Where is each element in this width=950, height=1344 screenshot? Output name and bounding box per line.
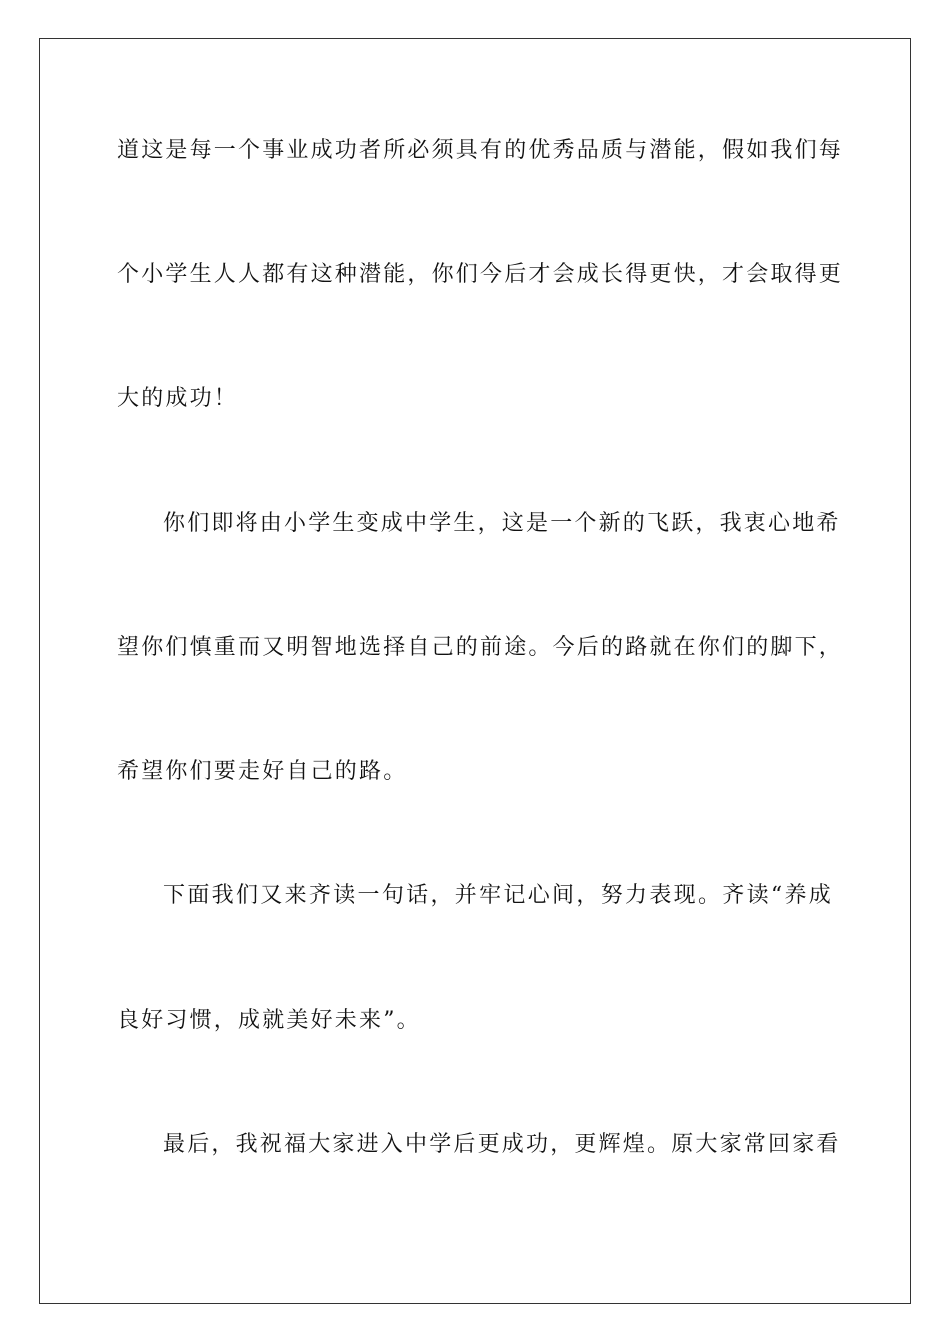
page-frame (39, 38, 911, 1304)
paragraph-first-line: 你们即将由小学生变成中学生，这是一个新的飞跃，我衷心地希 (163, 511, 841, 536)
paragraph-first-line: 最后，我祝福大家进入中学后更成功，更辉煌。原大家常回家看 (163, 1132, 841, 1157)
body-text-line: 希望你们要走好自己的路。 (117, 759, 408, 784)
body-text-line: 道这是每一个事业成功者所必须具有的优秀品质与潜能，假如我们每 (117, 138, 844, 163)
body-text-line: 大的成功！ (117, 386, 239, 411)
body-text-line: 望你们慎重而又明智地选择自己的前途。今后的路就在你们的脚下， (117, 635, 844, 660)
body-text-line: 良好习惯，成就美好未来”。 (117, 1008, 421, 1033)
body-text-line: 个小学生人人都有这种潜能，你们今后才会成长得更快，才会取得更 (117, 262, 844, 287)
paragraph-first-line: 下面我们又来齐读一句话，并牢记心间，努力表现。齐读“养成 (163, 883, 833, 908)
